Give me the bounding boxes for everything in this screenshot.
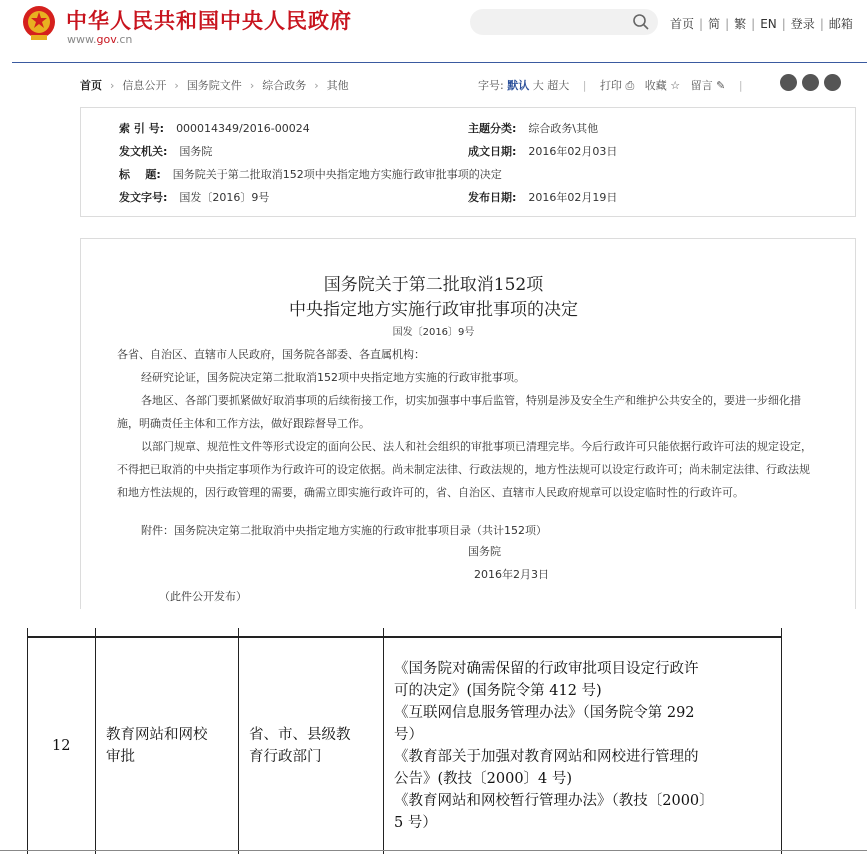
national-emblem-icon[interactable] [22, 5, 56, 41]
site-title[interactable]: 中华人民共和国中央人民政府 [66, 9, 352, 33]
pencil-icon: ✎ [716, 79, 726, 92]
table-cell-number: 12 [52, 738, 71, 754]
star-icon: ☆ [670, 79, 681, 92]
font-xlarge-button[interactable]: 超大 [547, 79, 570, 92]
breadcrumb-general-affairs[interactable]: 综合政务 [262, 79, 307, 92]
favorite-button[interactable]: 收藏 ☆ [644, 79, 681, 92]
breadcrumb-other[interactable]: 其他 [326, 79, 349, 92]
table-cell-legal-basis: 《国务院对确需保留的行政审批项目设定行政许 可的决定》(国务院令第 412 号) 《互联网信息服务管理办法》（国务院令第 292 号） 《教育部关于加强对教育网站和网校进行管理的 公告》(教技〔2000〕4 号) 《教育网站和网校暂行管理办法》（教技〔2000〕 5 号） [394, 661, 714, 831]
printer-icon: ⎙ [625, 79, 635, 92]
share-bar [780, 74, 846, 91]
breadcrumb-info[interactable]: 信息公开 [122, 79, 167, 92]
signature: 国务院 [468, 545, 501, 558]
meta-index: 索 引 号: 000014349/2016-00024 [119, 122, 310, 135]
meta-title: 标 题: 国务院关于第二批取消152项中央指定地方实施行政审批事项的决定 [119, 168, 502, 181]
comment-button[interactable]: 留言 ✎ [690, 79, 726, 92]
meta-doc-number: 发文字号: 国发〔2016〕9号 [119, 191, 270, 204]
article-tools: 字号: 默认 大 超大 | 打印 ⎙ 收藏 ☆ 留言 ✎ | [478, 79, 743, 92]
paragraph-3: 以部门规章、规范性文件等形式设定的面向公民、法人和社会组织的审批事项已清理完毕。今后行政许可只能依据行政许可法的规定设定，不得把已取消的中央指定事项作为行政许可的设定依据。尚未制定法律、行政法规的，地方性法规可以设定行政许可；尚未制定法律、行政法规和地方性法规的，因行政管理的需要，确需立即实施行政许可的，省、自治区、直辖市人民政府规章可以设定临时性的行政许可。 [117, 440, 812, 499]
nav-english[interactable]: EN [760, 17, 777, 31]
font-size-label: 字号: [478, 79, 504, 92]
nav-home[interactable]: 首页 [670, 17, 695, 31]
meta-publish-date: 发布日期: 2016年02月19日 [468, 191, 618, 204]
qzone-icon[interactable] [824, 74, 841, 91]
paragraph-2: 各地区、各部门要抓紧做好取消事项的后续衔接工作，切实加强事中事后监管，特别是涉及安全生产和维护公共安全的，要进一步细化措施，明确责任主体和工作方法，做好跟踪督导工作。 [117, 394, 801, 430]
sign-date: 2016年2月3日 [474, 568, 549, 581]
attachment-link[interactable]: 附件：国务院决定第二批取消中央指定地方实施的行政审批事项目录（共计152项） [141, 524, 547, 537]
nav-simplified[interactable]: 简 [708, 17, 721, 31]
font-default-button[interactable]: 默认 [507, 79, 530, 92]
nav-mailbox[interactable]: 邮箱 [828, 17, 853, 31]
paragraph-1: 经研究论证，国务院决定第二批取消152项中央指定地方实施的行政审批事项。 [141, 371, 525, 384]
search-icon[interactable] [632, 13, 650, 31]
font-large-button[interactable]: 大 [532, 79, 544, 92]
weibo-icon[interactable] [780, 74, 797, 91]
approval-items-table [0, 628, 867, 854]
publish-note: （此件公开发布） [159, 590, 247, 603]
header-divider [12, 62, 867, 63]
search-input[interactable] [470, 9, 658, 35]
top-nav: 首页 | 简 | 繁 | EN | 登录 | 邮箱 [670, 17, 853, 31]
breadcrumb: 首页 › 信息公开 › 国务院文件 › 综合政务 › 其他 [80, 79, 349, 92]
nav-login[interactable]: 登录 [790, 17, 815, 31]
nav-traditional[interactable]: 繁 [734, 17, 747, 31]
document-title-line-2: 中央指定地方实施行政审批事项的决定 [289, 300, 578, 320]
document-number: 国发〔2016〕9号 [392, 327, 475, 338]
meta-written-date: 成文日期: 2016年02月03日 [468, 145, 618, 158]
wechat-icon[interactable] [802, 74, 819, 91]
meta-topic: 主题分类: 综合政务\其他 [468, 122, 599, 135]
site-header [0, 0, 867, 62]
site-url: www.gov.cn [67, 33, 133, 46]
document-title-line-1: 国务院关于第二批取消152项 [323, 275, 544, 295]
table-cell-item: 教育网站和网校 审批 [106, 727, 208, 765]
breadcrumb-state-council-docs[interactable]: 国务院文件 [186, 79, 242, 92]
print-button[interactable]: 打印 ⎙ [599, 79, 635, 92]
salutation: 各省、自治区、直辖市人民政府，国务院各部委、各直属机构： [117, 348, 425, 361]
table-cell-department: 省、市、县级教 育行政部门 [249, 727, 351, 765]
meta-issuer: 发文机关: 国务院 [119, 145, 213, 158]
breadcrumb-home[interactable]: 首页 [80, 79, 102, 92]
